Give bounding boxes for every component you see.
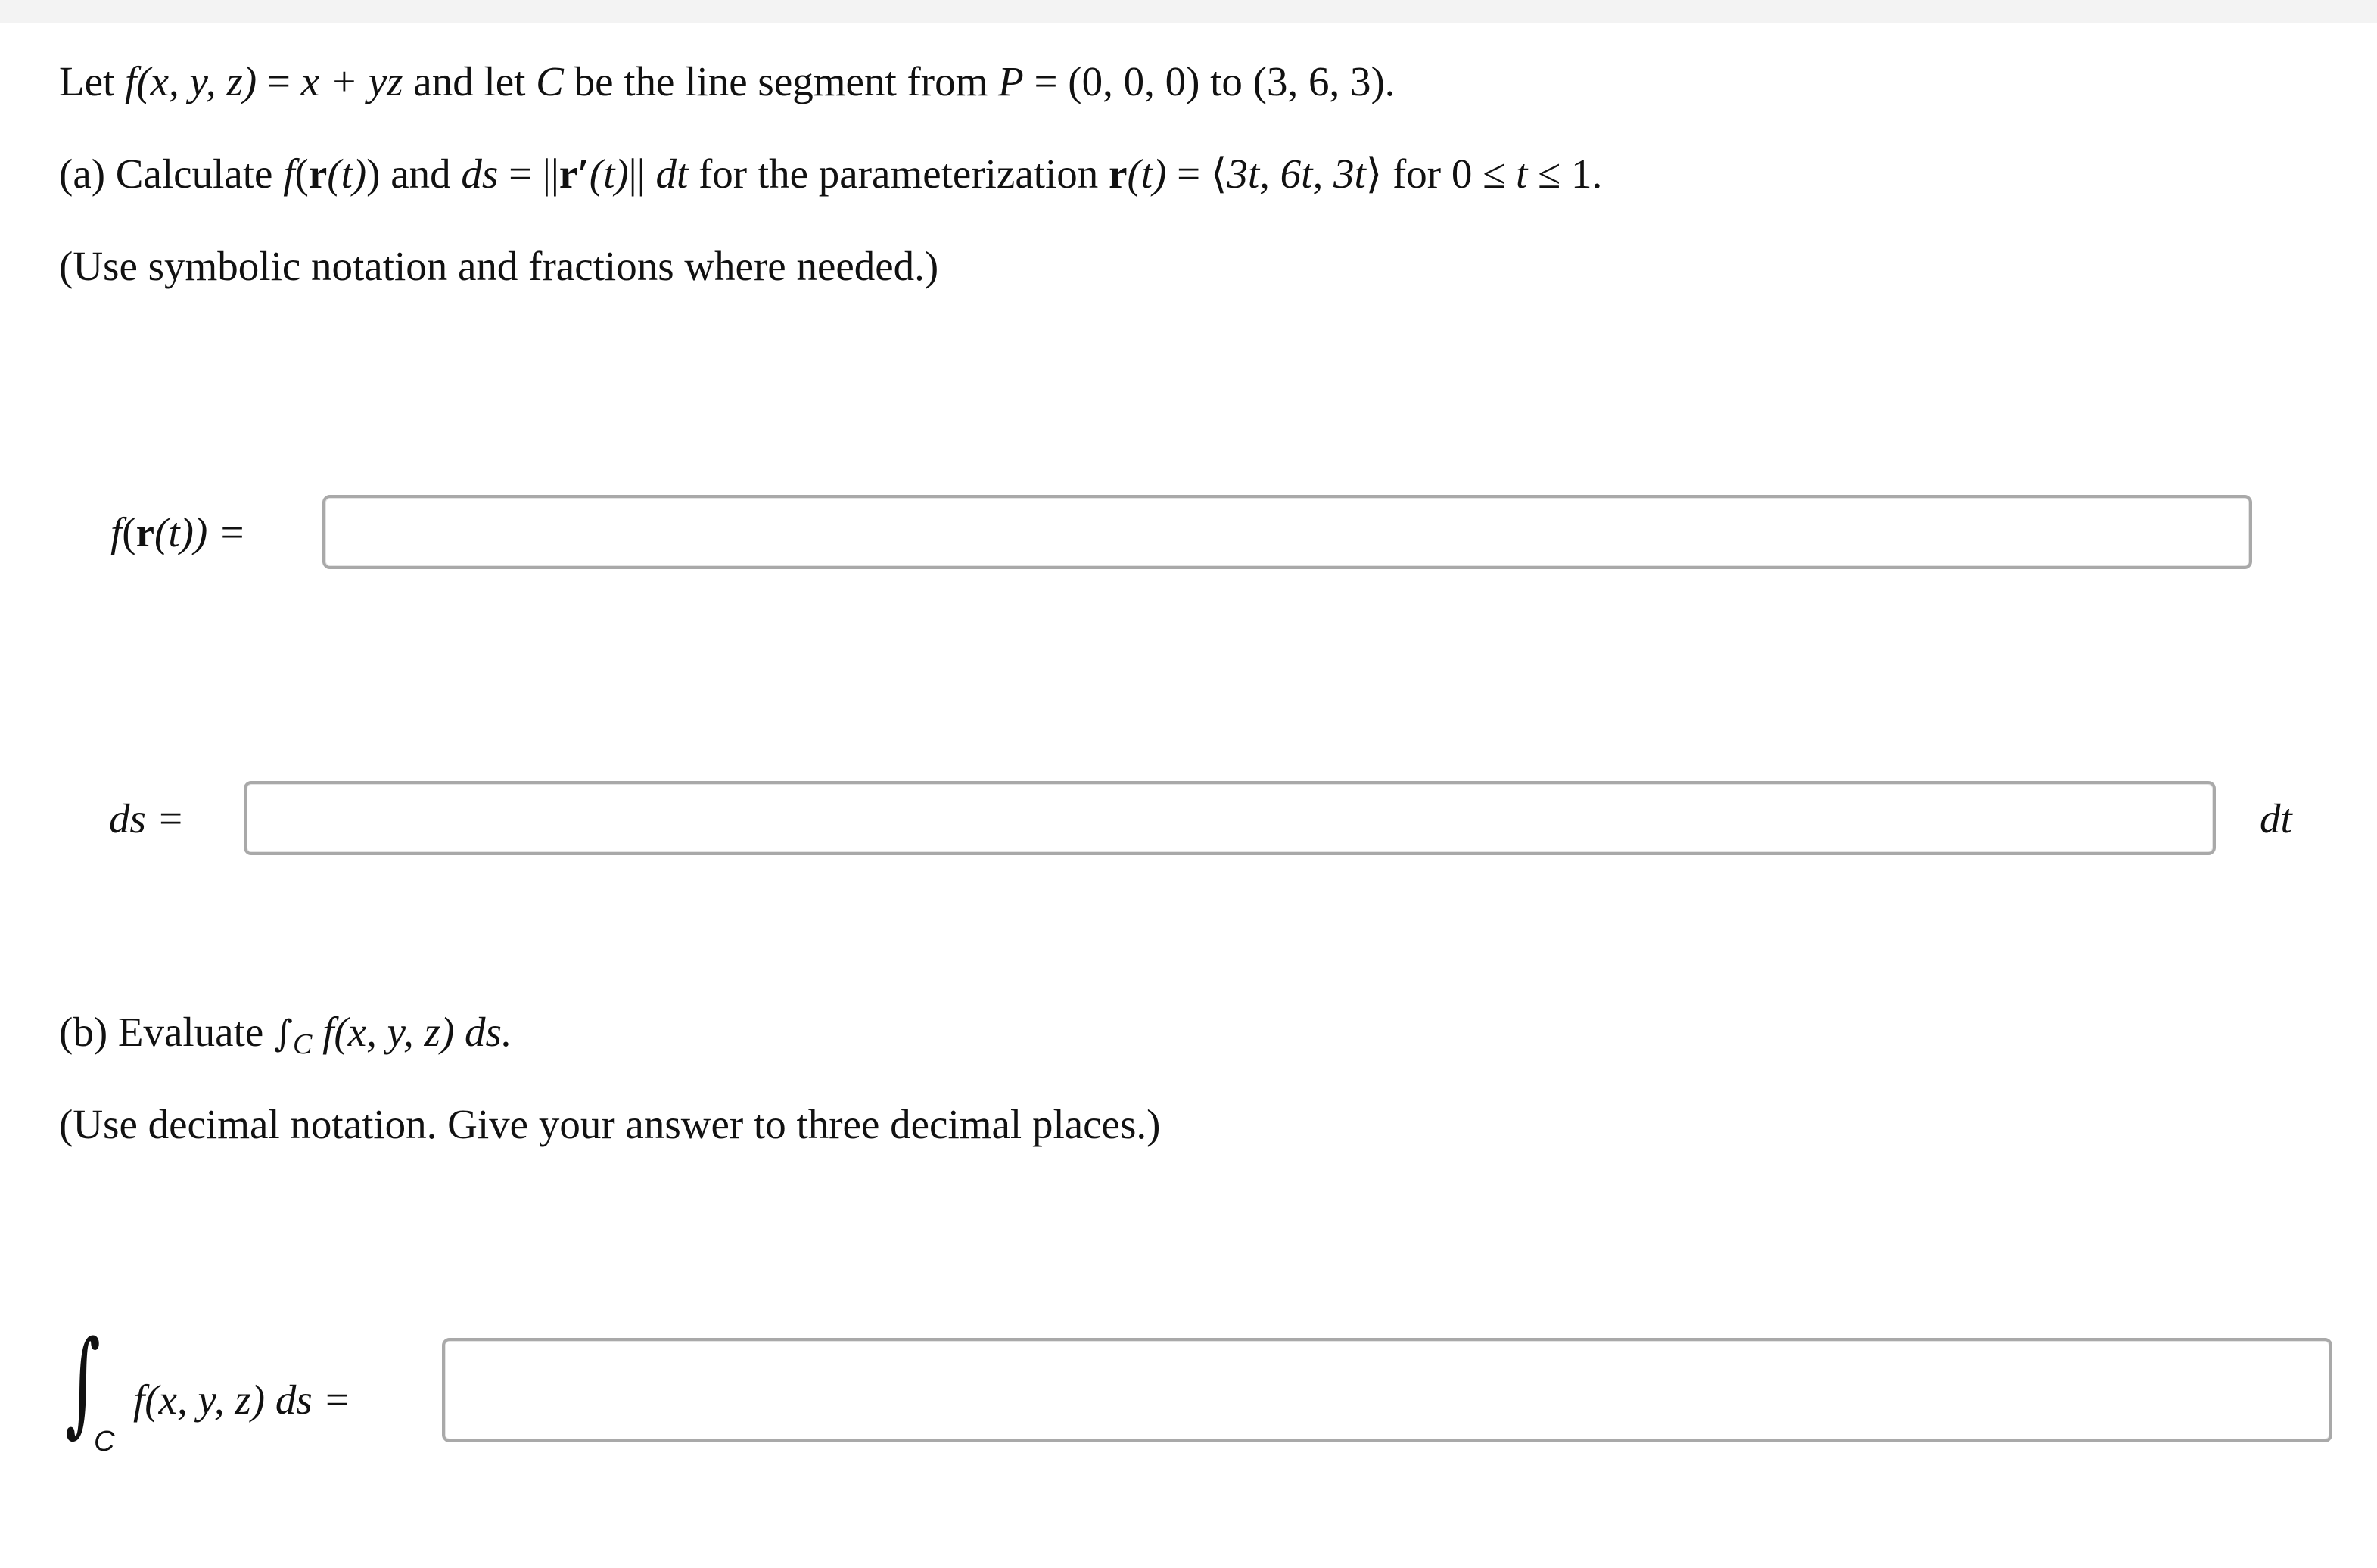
part-a-dt: dt: [655, 151, 689, 197]
f-of-r-input[interactable]: [322, 495, 2252, 569]
part-a-r2: r: [1109, 151, 1128, 197]
intro-f-def: x + yz: [300, 58, 403, 104]
part-a-vector: 3t, 6t, 3t: [1227, 151, 1366, 197]
part-a-text-4: = ||: [498, 151, 559, 197]
ds-label: ds =: [109, 795, 185, 842]
part-a-text-3: ) and: [366, 151, 462, 197]
f-label-open: (: [122, 509, 136, 555]
integral-input[interactable]: [442, 1338, 2332, 1442]
part-b-integral-sign: ∫: [274, 1013, 294, 1055]
integral-sub: C: [94, 1426, 115, 1458]
part-a-t4: t: [1516, 151, 1528, 197]
f-label-r: r: [135, 509, 155, 555]
part-a-ds: ds: [461, 151, 499, 197]
part-a-text-5: ||: [628, 151, 656, 197]
part-a-t3: (t): [1127, 151, 1167, 197]
part-a-text-9: ≤ 1.: [1527, 151, 1603, 197]
part-a-text-8: ⟩ for 0 ≤: [1365, 151, 1517, 197]
part-a-t: (t): [327, 151, 367, 197]
part-a-r: r: [308, 151, 328, 197]
integral-label: f(x, y, z) ds =: [133, 1377, 351, 1423]
intro-text-3: and let: [403, 58, 537, 104]
part-a-f: f: [283, 151, 295, 197]
ds-input[interactable]: [244, 781, 2216, 855]
intro-text-1: Let: [59, 58, 126, 104]
f-label-rest: (t)) =: [154, 509, 247, 555]
intro-point-p: P: [998, 58, 1024, 104]
intro-f: f: [125, 58, 137, 104]
part-a-text-1: (a) Calculate: [59, 151, 284, 197]
part-a-t2: (t): [589, 151, 629, 197]
top-strip: [0, 0, 2377, 23]
intro-text-5: = (0, 0, 0) to (3, 6, 3).: [1023, 58, 1395, 104]
part-b-prompt: [59, 1011, 512, 1059]
part-a-text-6: for the parameterization: [688, 151, 1109, 197]
part-a-text-7: = ⟨: [1166, 151, 1227, 197]
f-label: [110, 509, 247, 555]
intro-text-2: =: [257, 58, 301, 104]
part-b-integral-sub: C: [293, 1028, 313, 1060]
intro-f-args: (x, y, z): [136, 58, 257, 104]
intro-curve-c: C: [536, 58, 564, 104]
integral-sign: ∫: [65, 1317, 101, 1448]
part-a-prompt: [59, 151, 1603, 197]
f-label-f: f: [110, 509, 123, 555]
part-a-text-2: (: [294, 151, 309, 197]
part-a-rprime: r′: [558, 151, 590, 197]
hint-a: (Use symbolic notation and fractions where needed.): [59, 243, 939, 289]
intro-text-4: be the line segment from: [563, 58, 999, 104]
part-b-integrand: f(x, y, z) ds.: [312, 1009, 512, 1055]
dt-label: dt: [2260, 795, 2292, 842]
hint-b: (Use decimal notation. Give your answer to three decimal places.): [59, 1101, 1161, 1147]
part-b-text-1: (b) Evaluate: [59, 1009, 275, 1055]
problem-intro: [59, 58, 1395, 104]
